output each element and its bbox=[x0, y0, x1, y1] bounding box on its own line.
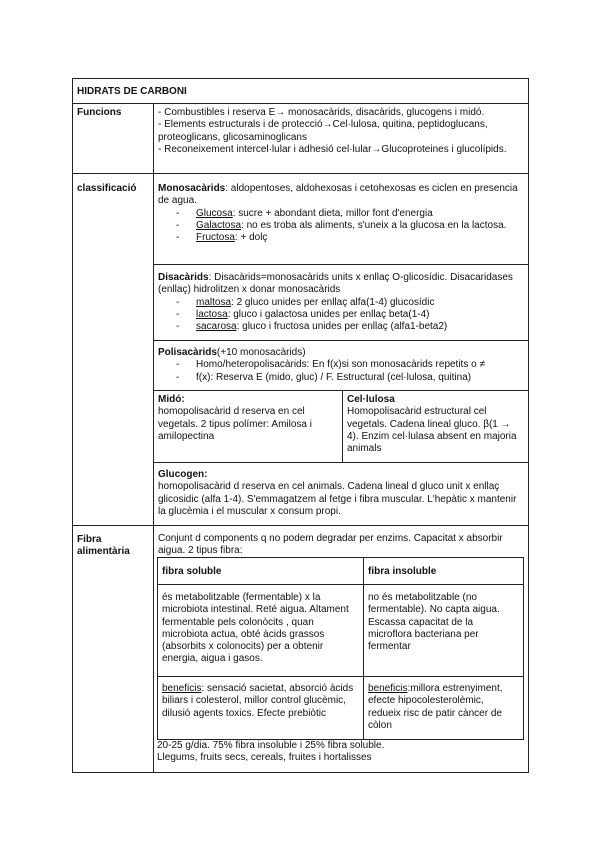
row-label-classificacio: classificació bbox=[72, 173, 154, 526]
polisacarids-cell bbox=[153, 340, 529, 391]
funcions-line: - Elements estructurals i de protecció→Cel·lulosa, quitina, peptidoglucans, proteoglicans, glicosaminoglicans bbox=[158, 119, 488, 143]
funcions-cell bbox=[153, 103, 529, 174]
list-item: - Homo/heteropolisacàrids: En f(x)si son monosacàrids repetits o ≠ bbox=[158, 359, 524, 371]
fibra-intro: Conjunt d components q no podem degradar per enzims. Capacitat x absorbir aigua. 2 tipus fibra: bbox=[158, 533, 503, 557]
list-item bbox=[158, 208, 524, 220]
list-item bbox=[158, 220, 524, 232]
insoluble-benefits bbox=[363, 676, 524, 740]
cellulosa-cell bbox=[342, 390, 529, 463]
term-desc: : + dolç bbox=[234, 232, 268, 244]
benefits-label: beneficis bbox=[162, 683, 202, 694]
list-item bbox=[158, 232, 524, 244]
soluble-header: fibra soluble bbox=[157, 557, 364, 585]
row-label-funcions: Funcions bbox=[72, 103, 154, 174]
cellulosa-title: Cel·lulosa bbox=[347, 394, 395, 405]
footer-line: 20-25 g/dia. 75% fibra insoluble i 25% fibra soluble. bbox=[157, 740, 385, 751]
list-item: - f(x): Reserva E (mido, gluc) / F. Estructural (cel·lulosa, quitina) bbox=[158, 372, 524, 384]
fibra-footer bbox=[157, 740, 384, 765]
glucogen-title: Glucogen: bbox=[158, 469, 208, 480]
term-desc: : sucre + abondant dieta, millor font d'energia bbox=[232, 207, 433, 219]
table-title: HIDRATS DE CARBONI bbox=[72, 78, 529, 104]
list-item bbox=[158, 309, 524, 321]
soluble-desc: és metabolitzable (fermentable) x la microbiota intestinal. Reté aigua. Altament fermentable pels colonòcits , quan microbiota actua, obté àcids grassos (absorbits x colonocits) per a obtenir energia, aigua i gasos. bbox=[157, 584, 364, 677]
term: lactosa bbox=[196, 308, 228, 320]
di-title: Disacàrids bbox=[158, 272, 209, 283]
term: Fructosa bbox=[196, 232, 235, 244]
term: Galactosa bbox=[196, 219, 242, 231]
list-item bbox=[158, 321, 524, 333]
mido-cell bbox=[153, 390, 343, 463]
term: maltosa bbox=[196, 296, 232, 308]
insoluble-header: fibra insoluble bbox=[363, 557, 524, 585]
benefits-label: beneficis bbox=[368, 683, 408, 694]
benefits-text: : sensació sacietat, absorció àcids biliars i colesterol, millor control glucèmic, dilusió agents toxics. Efecte prebiòtic bbox=[162, 683, 354, 719]
term-desc: : gluco i galactosa unides per enllaç beta(1-4) bbox=[227, 308, 430, 320]
poli-text: (+10 monosacàrids) bbox=[216, 347, 306, 358]
glucogen-cell bbox=[153, 462, 529, 526]
row-label-fibra: Fibra alimentària bbox=[72, 525, 154, 773]
term: sacarosa bbox=[196, 321, 237, 333]
mido-title: Midó: bbox=[158, 394, 185, 405]
term-desc: : 2 gluco unides per enllaç alfa(1-4) glucosídic bbox=[231, 296, 435, 308]
di-text: : Disacàrids=monosacàrids units x enllaç O-glicosídic. Disacaridases (enllaç) hidrolitzen x donar monosacàrids bbox=[158, 272, 513, 296]
mono-text: : aldopentoses, aldohexosas i cetohexosas es ciclen en presencia de agua. bbox=[158, 183, 518, 207]
soluble-benefits bbox=[157, 676, 364, 740]
disacarids-cell bbox=[153, 264, 529, 341]
funcions-line: - Combustibles i reserva E→ monosacàrids, disacàrids, glucogens i midó. bbox=[158, 107, 485, 118]
cellulosa-text: Homopolisacàrid estructural cel vegetals. Cadena lineal gluco. β(1 → 4). Enzim cel·lulasa absent en majoria animals bbox=[347, 406, 517, 455]
monosacarids-cell bbox=[153, 173, 529, 265]
list-item bbox=[158, 297, 524, 309]
term-desc: : no es troba als aliments, s'uneix a la glucosa en la lactosa. bbox=[241, 219, 507, 231]
mono-title: Monosacàrids bbox=[158, 183, 226, 194]
insoluble-desc: no és metabolitzable (no fermentable). No capta aigua. Escassa capacitat de la microflora bacteriana per fermentar bbox=[363, 584, 524, 677]
term: Glucosa bbox=[196, 207, 233, 219]
glucogen-text: homopolisacàrid d reserva en cel animals. Cadena lineal d gluco unit x enllaç glicosidic (alfa 1-4). S'emmagatzem al fetge i fibra muscular. L'hepàtic x mantenir la glucèmia i el muscular x consum propi. bbox=[158, 481, 517, 517]
footer-line: Llegums, fruits secs, cereals, fruites i hortalisses bbox=[157, 752, 372, 764]
term-desc: : gluco i fructosa unides per enllaç (alfa1-beta2) bbox=[236, 321, 448, 333]
funcions-line: - Reconeixement intercel·lular i adhesió cel·lular→Glucoproteines i glucolípids. bbox=[158, 143, 507, 155]
benefits-text: :millora estrenyiment, efecte hipocolesterolèmic, redueix risc de patir càncer de còlon bbox=[368, 683, 503, 731]
mido-text: homopolisacàrid d reserva en cel vegetals. 2 tipus polímer: Amilosa i amilopectina bbox=[158, 406, 312, 442]
poli-title: Polisacàrids bbox=[158, 347, 217, 358]
